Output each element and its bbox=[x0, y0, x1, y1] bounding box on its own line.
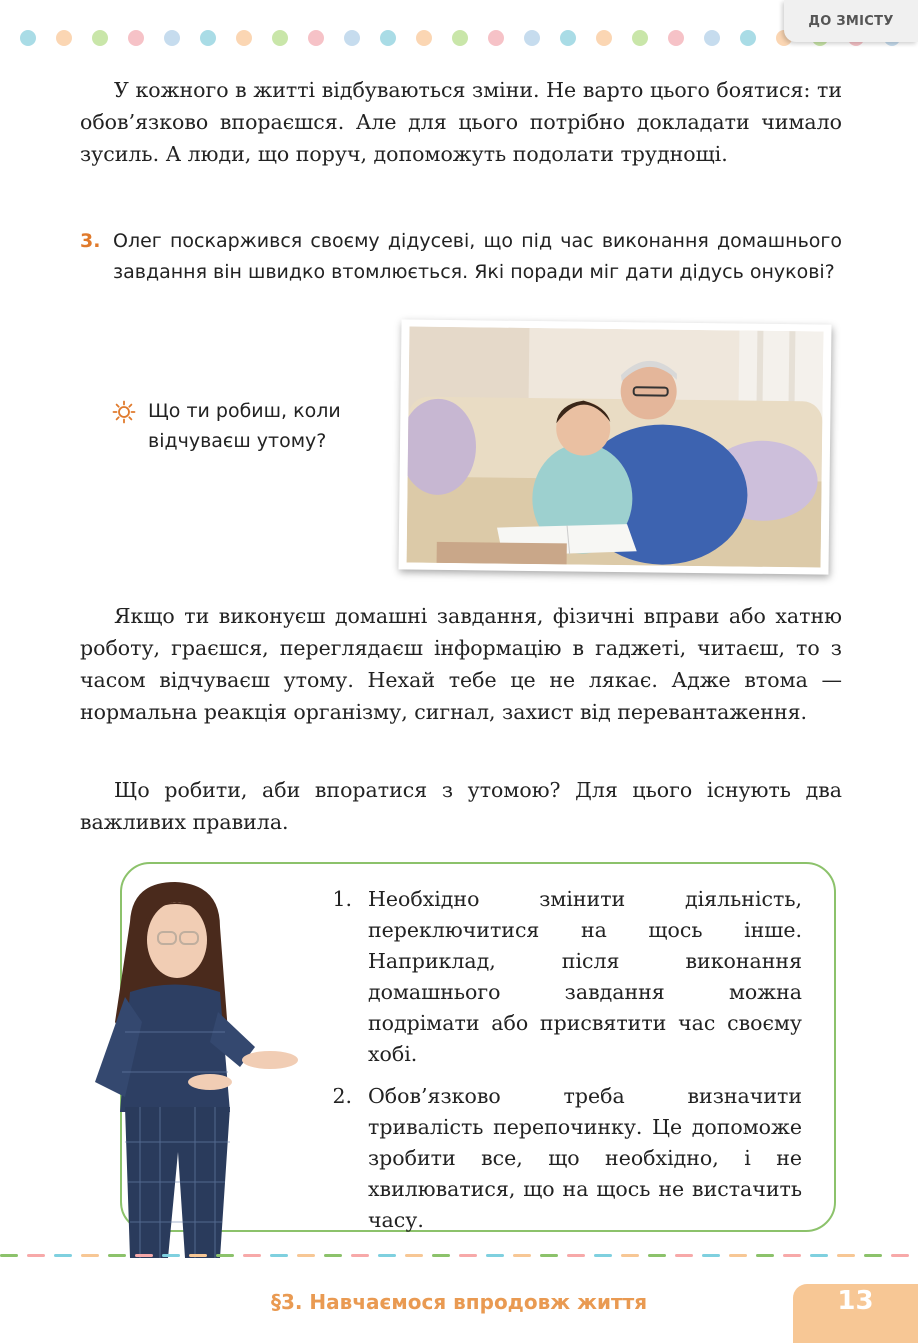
rule-text: Необхідно змінити діяльність, переключитися на щось інше. Наприклад, після виконання домашнього завдання можна подрімати або присвятити час своєму хобі. bbox=[368, 887, 802, 1066]
rule-number: 1. bbox=[332, 887, 352, 911]
decorative-dash bbox=[270, 1254, 288, 1257]
decorative-dot bbox=[236, 30, 252, 46]
question-number: 3. bbox=[80, 230, 101, 252]
decorative-dot bbox=[164, 30, 180, 46]
decorative-dash bbox=[621, 1254, 639, 1257]
decorative-dash bbox=[162, 1254, 180, 1257]
decorative-dot bbox=[272, 30, 288, 46]
rule-item bbox=[322, 1081, 802, 1236]
decorative-dash bbox=[432, 1254, 450, 1257]
decorative-dash bbox=[729, 1254, 747, 1257]
decorative-dash bbox=[648, 1254, 666, 1257]
decorative-dot bbox=[704, 30, 720, 46]
decorative-dash bbox=[81, 1254, 99, 1257]
fatigue-paragraph: Якщо ти виконуєш домашні завдання, фізичні вправи або хатню роботу, граєшся, переглядаєш інформацію в гаджеті, читаєш, то з часом відчуваєш утому. Нехай тебе це не лякає. Адже втома — нормальна реакція організму, сигнал, захист від перевантаження. bbox=[80, 604, 842, 724]
section-title: §3. Навчаємося впродовж життя bbox=[270, 1290, 648, 1314]
decorative-dot bbox=[524, 30, 540, 46]
rule-number: 2. bbox=[332, 1084, 352, 1108]
decorative-dash bbox=[324, 1254, 342, 1257]
rule-text: Обов’язково треба визначити тривалість перепочинку. Це допоможе зробити все, що необхідно, і не хвилюватися, що на щось не вистачить часу. bbox=[368, 1084, 802, 1232]
table-of-contents-link[interactable] bbox=[784, 0, 918, 42]
decorative-dash bbox=[756, 1254, 774, 1257]
decorative-dash bbox=[108, 1254, 126, 1257]
decorative-dash bbox=[513, 1254, 531, 1257]
decorative-dash bbox=[135, 1254, 153, 1257]
decorative-dot bbox=[740, 30, 756, 46]
decorative-dot bbox=[92, 30, 108, 46]
decorative-dot bbox=[596, 30, 612, 46]
decorative-dash bbox=[540, 1254, 558, 1257]
toc-label: ДО ЗМІСТУ bbox=[808, 13, 894, 29]
decorative-dot bbox=[308, 30, 324, 46]
rules-intro-paragraph: Що робити, аби впоратися з утомою? Для цього існують два важливих правила. bbox=[80, 778, 842, 834]
decorative-dash bbox=[216, 1254, 234, 1257]
intro-paragraph: У кожного в житті відбуваються зміни. Не варто цього боятися: ти обов’язково впораєшся. Але для цього потрібно докладати чимало зусиль. А люди, що поруч, допоможуть подолати труднощі. bbox=[80, 78, 842, 166]
decorative-dash bbox=[0, 1254, 18, 1257]
decorative-dash bbox=[297, 1254, 315, 1257]
decorative-dash bbox=[486, 1254, 504, 1257]
decorative-dash bbox=[378, 1254, 396, 1257]
decorative-dot bbox=[128, 30, 144, 46]
decorative-dash bbox=[405, 1254, 423, 1257]
decorative-dot bbox=[416, 30, 432, 46]
decorative-dot bbox=[668, 30, 684, 46]
decorative-dash bbox=[27, 1254, 45, 1257]
decorative-dot bbox=[380, 30, 396, 46]
decorative-dash bbox=[189, 1254, 207, 1257]
decorative-dash bbox=[837, 1254, 855, 1257]
decorative-dash bbox=[351, 1254, 369, 1257]
rules-list bbox=[322, 884, 802, 1247]
page-number bbox=[793, 1284, 918, 1343]
tip-text: Що ти робиш, коли відчуваєш утому? bbox=[148, 400, 341, 452]
decorative-dash bbox=[702, 1254, 720, 1257]
sun-icon bbox=[112, 400, 136, 424]
decorative-dash bbox=[459, 1254, 477, 1257]
decorative-dot bbox=[344, 30, 360, 46]
grandfather-boy-illustration bbox=[407, 326, 824, 567]
decorative-dash bbox=[243, 1254, 261, 1257]
decorative-dash bbox=[54, 1254, 72, 1257]
decorative-dot bbox=[56, 30, 72, 46]
decorative-dot bbox=[452, 30, 468, 46]
decorative-dash-row bbox=[0, 1254, 918, 1258]
decorative-dot bbox=[20, 30, 36, 46]
girl-illustration bbox=[70, 882, 310, 1258]
photo-grandfather-and-boy bbox=[398, 319, 831, 574]
decorative-dash bbox=[891, 1254, 909, 1257]
question-text: Олег поскаржився своєму дідусеві, що під час виконання домашнього завдання він швидко втомлюється. Які поради міг дати дідусь онукові? bbox=[113, 230, 842, 283]
decorative-dash bbox=[594, 1254, 612, 1257]
decorative-dash bbox=[783, 1254, 801, 1257]
decorative-dash bbox=[567, 1254, 585, 1257]
page-number-value: 13 bbox=[837, 1286, 874, 1316]
decorative-dash bbox=[675, 1254, 693, 1257]
decorative-dot bbox=[200, 30, 216, 46]
decorative-dash bbox=[864, 1254, 882, 1257]
decorative-dot bbox=[488, 30, 504, 46]
decorative-dash bbox=[810, 1254, 828, 1257]
decorative-dot bbox=[560, 30, 576, 46]
rule-item bbox=[322, 884, 802, 1070]
decorative-dot bbox=[632, 30, 648, 46]
